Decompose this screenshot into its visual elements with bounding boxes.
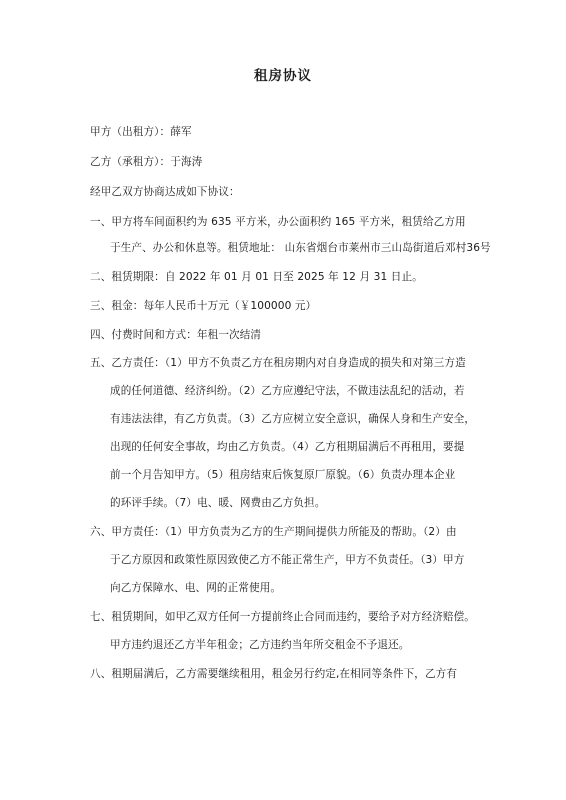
clause-7-line-2: 甲方违约退还乙方半年租金；乙方违约当年所交租金不予退还。	[110, 639, 410, 651]
clause-7-line-1: 七、租赁期间，如甲乙双方任何一方提前终止合同而违约，要给予对方经济赔偿。	[90, 611, 475, 623]
intro-line: 经甲乙双方协商达成如下协议：	[90, 186, 240, 198]
party-b-line: 乙方（承租方）：于海涛	[90, 156, 203, 168]
clause-4-line: 四、付费时间和方式：年租一次结清	[90, 329, 262, 341]
clause-8-line-1: 八、租期届满后，乙方需要继续租用，租金另行约定,在相同等条件下，乙方有	[90, 668, 458, 680]
clause-6-line-2: 于乙方原因和政策性原因致使乙方不能正常生产，甲方不负责任。（3）甲方	[110, 554, 465, 566]
clause-3-line: 三、租金：每年人民币十万元（￥100000 元）	[90, 300, 317, 312]
party-a-line: 甲方（出租方）：薛军	[90, 126, 192, 138]
clause-1-line-1: 一、甲方将车间面积约为 635 平方米，办公面积约 165 平方米，租赁给乙方用	[90, 216, 466, 228]
clause-1-line-2: 于生产、办公和休息等。租赁地址： 山东省烟台市莱州市三山岛街道后邓村36号	[110, 242, 491, 254]
clause-5-line-1: 五、乙方责任：（1）甲方不负责乙方在租房期内对自身造成的损失和对第三方造	[90, 357, 466, 369]
clause-5-line-5: 前一个月告知甲方。（5）租房结束后恢复原厂原貌。（6）负责办理本企业	[110, 469, 456, 481]
clause-6-line-3: 向乙方保障水、电、网的正常使用。	[110, 582, 282, 594]
clause-5-line-6: 的环评手续。（7）电、暖、网费由乙方负担。	[110, 497, 326, 509]
clause-5-line-4: 出现的任何安全事故，均由乙方负责。（4）乙方租期届满后不再租用，要提	[110, 441, 465, 453]
clause-6-line-1: 六、甲方责任：（1）甲方负责为乙方的生产期间提供力所能及的帮助。（2）由	[90, 526, 457, 538]
clause-5-line-3: 有违法法律，有乙方负责。（3）乙方应树立安全意识，确保人身和生产安全，	[110, 413, 476, 425]
clause-5-line-2: 成的任何道德、经济纠纷。（2）乙方应遵纪守法，不做违法乱纪的活动，若	[110, 385, 465, 397]
clause-2-line: 二、租赁期限：自 2022 年 01 月 01 日至 2025 年 12 月 31 日止。	[90, 271, 423, 283]
document-title: 租房协议	[254, 68, 312, 84]
